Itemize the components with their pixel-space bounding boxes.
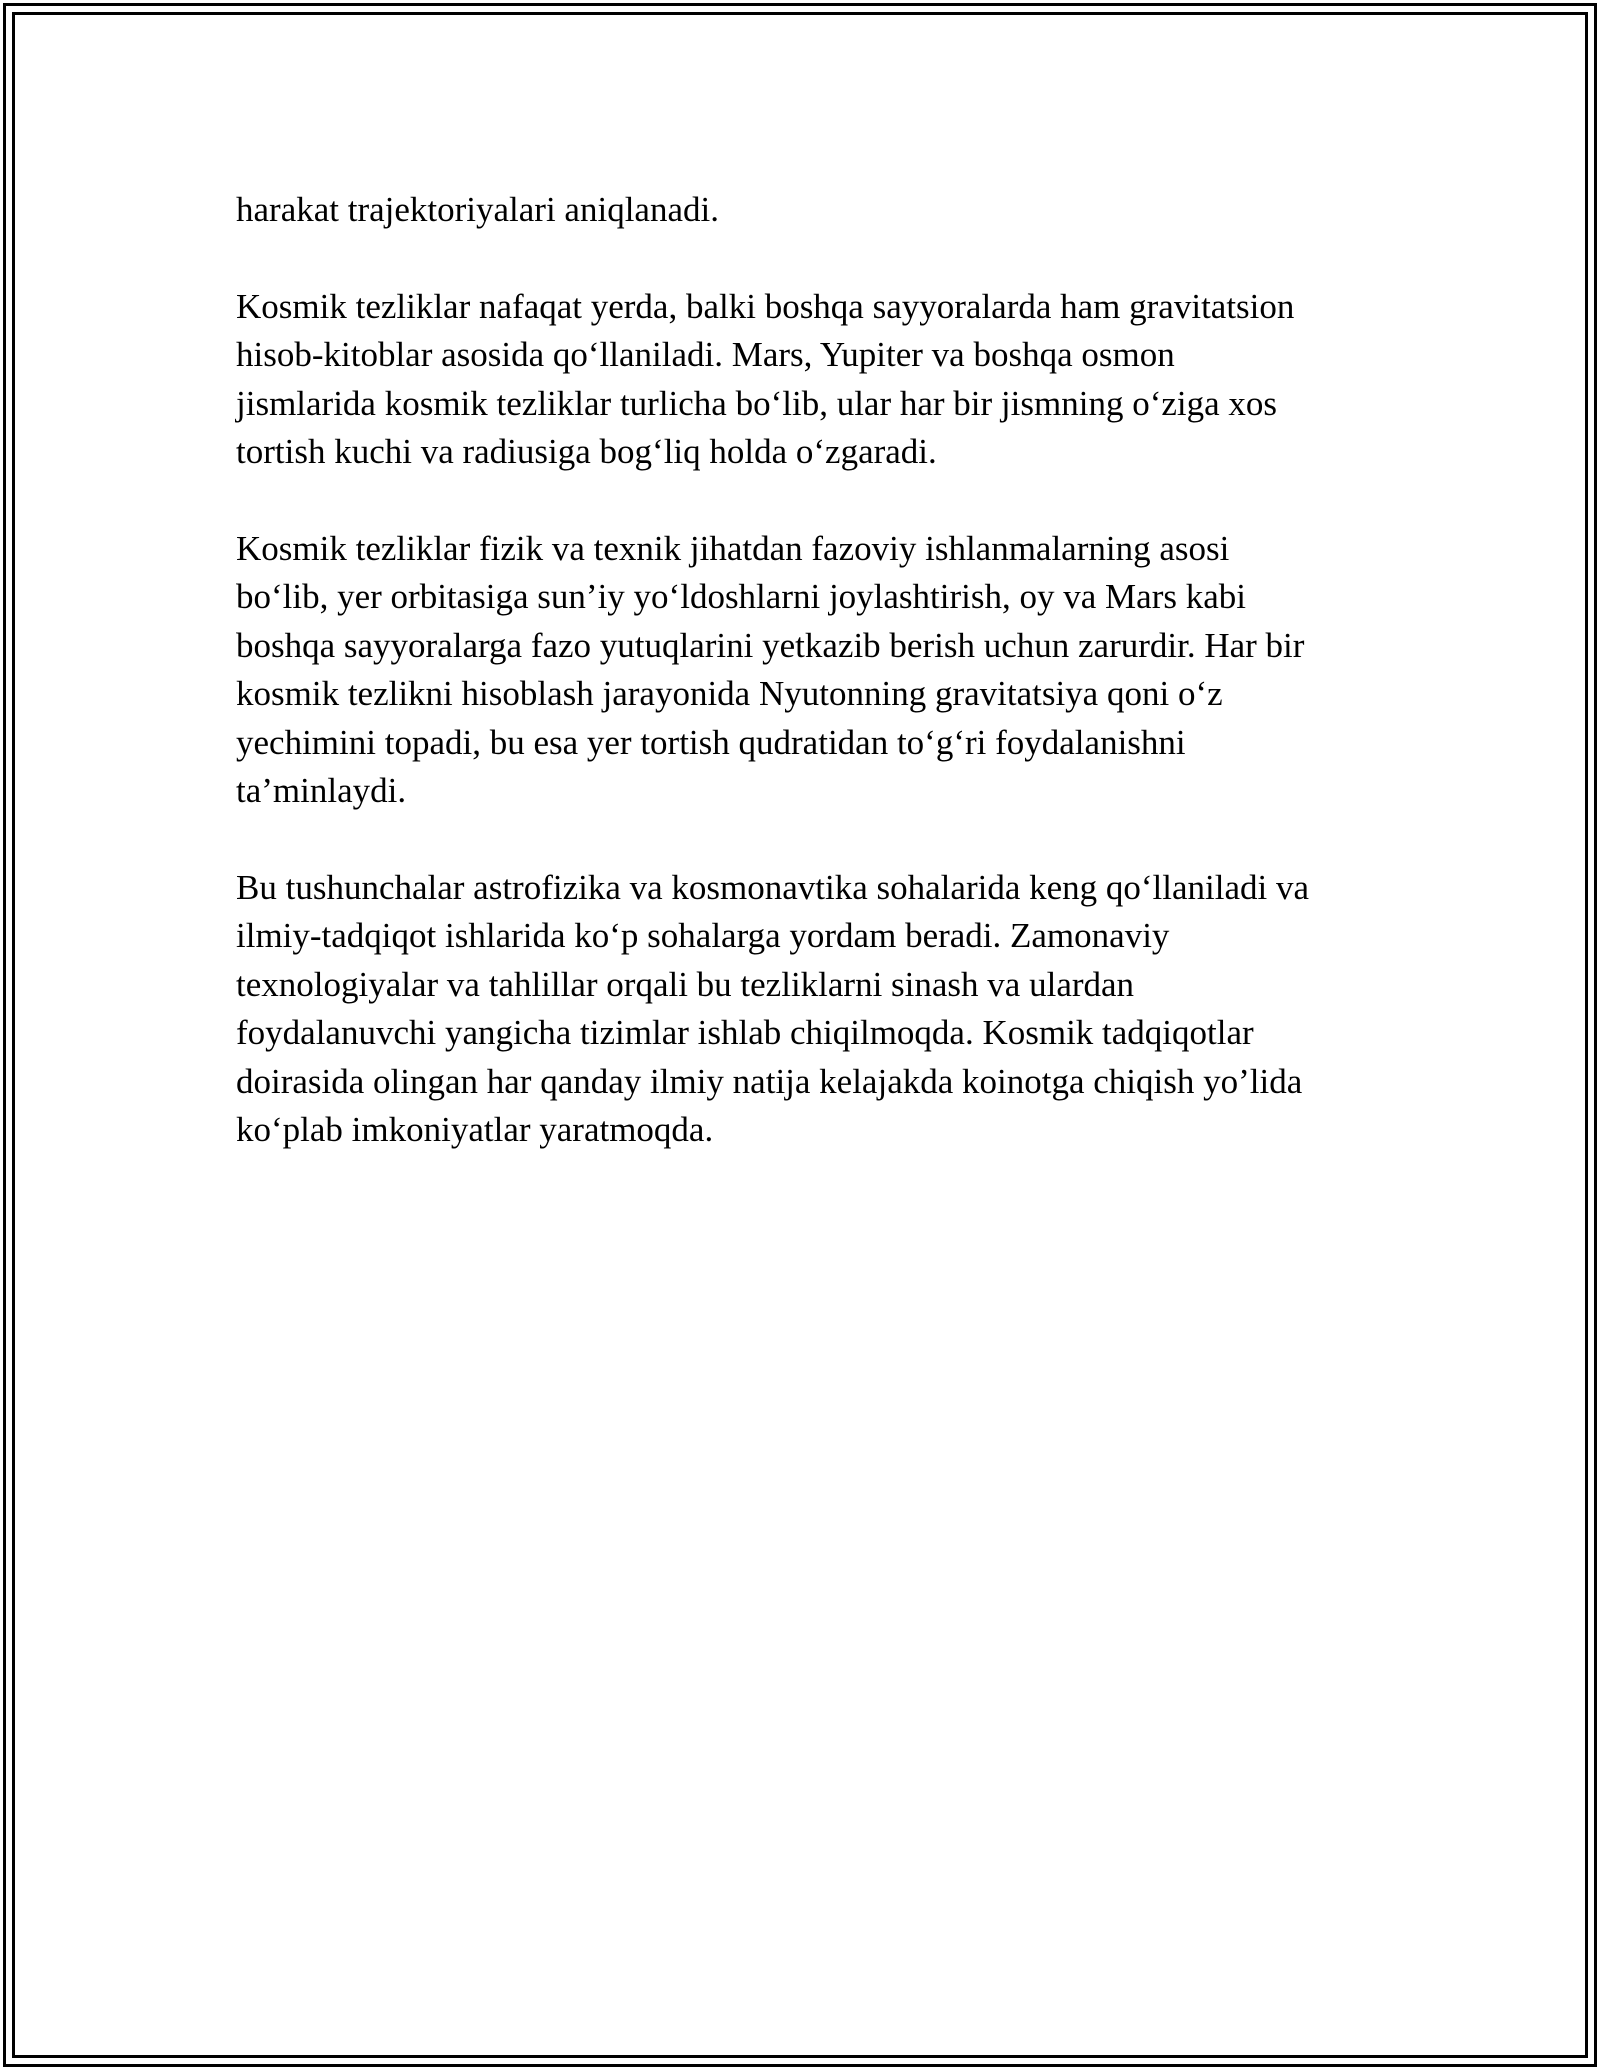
document-body [236,186,1366,1203]
paragraph-1: harakat trajektoriyalari aniqlanadi. [236,190,719,229]
paragraph-3: Kosmik tezliklar fizik va texnik jihatdan fazoviy ishlanmalarning asosi bo‘lib, yer orbitasiga sun’iy yo‘ldoshlarni joylashtirish, oy va Mars kabi boshqa sayyoralarga fazo yutuqlarini yetkazib berish uchun zarurdir. Har bir kosmik tezlikni hisoblash jarayonida Nyutonning gravitatsiya qoni o‘z yechimini topadi, bu esa yer tortish qudratidan to‘g‘ri foydalanishni ta’minlaydi. [236,528,1305,810]
paragraph-4: Bu tushunchalar astrofizika va kosmonavtika sohalarida keng qo‘llaniladi va ilmiy-tadqiqot ishlarida ko‘p sohalarga yordam beradi. Zamonaviy texnologiyalar va tahlillar orqali bu tezliklarni sinash va ulardan foydalanuvchi yangicha tizimlar ishlab chiqilmoqda. Kosmik tadqiqotlar doirasida olingan har qanday ilmiy natija kelajakda koinotga chiqish yo’lida ko‘plab imkoniyatlar yaratmoqda. [236,867,1310,1149]
paragraph-2: Kosmik tezliklar nafaqat yerda, balki boshqa sayyoralarda ham gravitatsion hisob-kitoblar asosida qo‘llaniladi. Mars, Yupiter va boshqa osmon jismlarida kosmik tezliklar turlicha bo‘lib, ular har bir jismning o‘ziga xos tortish kuchi va radiusiga bog‘liq holda o‘zgaradi. [236,286,1295,471]
